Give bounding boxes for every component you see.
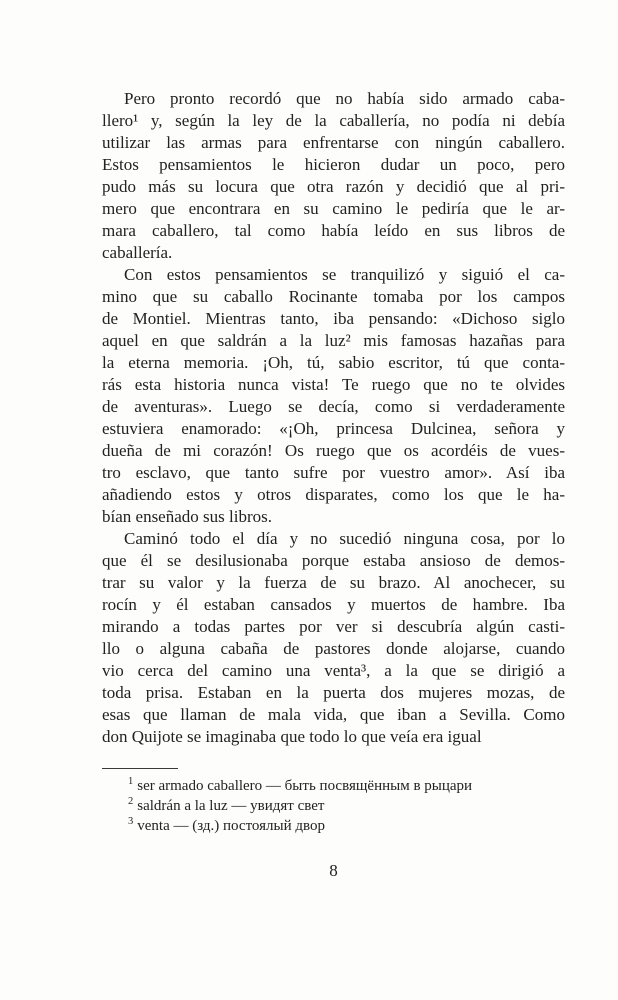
text-line: rás esta historia nunca vista! Te ruego que no te olvides [102, 375, 565, 394]
footnote-marker: 3 [128, 816, 134, 827]
paragraph [102, 528, 565, 748]
text-line: aquel en que saldrán a la luz² mis famosas hazañas para [102, 331, 565, 350]
text-line: llo o alguna cabaña de pastores donde alojarse, cuando [102, 639, 565, 658]
text-line: rocín y él estaban cansados y muertos de hambre. Iba [102, 595, 565, 614]
text-line: bían enseñado sus libros. [102, 507, 272, 526]
paragraph [102, 264, 565, 528]
footnote-marker: 2 [128, 796, 134, 807]
text-line: de aventuras». Luego se decía, como si verdaderamente [102, 397, 565, 416]
body-text [102, 88, 565, 748]
text-line: toda prisa. Estaban en la puerta dos mujeres mozas, de [102, 683, 565, 702]
text-line: que él se desilusionaba porque estaba ansioso de demos- [102, 551, 565, 570]
text-line: caballería. [102, 243, 173, 262]
footnote-divider [102, 768, 178, 769]
text-line: la eterna memoria. ¡Oh, tú, sabio escritor, tú que conta- [102, 353, 565, 372]
text-line: mara caballero, tal como había leído en sus libros de [102, 221, 565, 240]
text-line: tro esclavo, que tanto sufre por vuestro amor». Así iba [102, 463, 565, 482]
footnote [102, 816, 565, 836]
text-line: estuviera enamorado: «¡Oh, princesa Dulcinea, señora y [102, 419, 565, 438]
text-line: llero¹ y, según la ley de la caballería, no podía ni debía [102, 111, 565, 130]
text-line: mino que su caballo Rocinante tomaba por los campos [102, 287, 565, 306]
text-line: Estos pensamientos le hicieron dudar un poco, pero [102, 155, 565, 174]
footnote-text: venta — (зд.) постоялый двор [137, 818, 325, 834]
text-line: trar su valor y la fuerza de su brazo. Al anochecer, su [102, 573, 565, 592]
footnote-marker: 1 [128, 776, 134, 787]
footnote [102, 776, 565, 796]
text-line: utilizar las armas para enfrentarse con ningún caballero. [102, 133, 565, 152]
text-line: esas que llaman de mala vida, que iban a Sevilla. Como [102, 705, 565, 724]
text-line: Con estos pensamientos se tranquilizó y siguió el ca- [124, 265, 565, 284]
footnote [102, 796, 565, 816]
footnote-text: saldrán a la luz — увидят свет [137, 798, 325, 814]
paragraph [102, 88, 565, 264]
text-line: añadiendo estos y otros disparates, como los que le ha- [102, 485, 565, 504]
text-line: pudo más su locura que otra razón y decidió que al pri- [102, 177, 565, 196]
footnote-list [102, 776, 565, 836]
text-line: mero que encontrara en su camino le pediría que le ar- [102, 199, 565, 218]
text-line: Caminó todo el día y no sucedió ninguna cosa, por lo [124, 529, 565, 548]
text-line: mirando a todas partes por ver si descubría algún casti- [102, 617, 565, 636]
footnote-text: ser armado caballero — быть посвящённым в рыцари [137, 778, 473, 794]
text-line: vio cerca del camino una venta³, a la que se dirigió a [102, 661, 565, 680]
text-line: de Montiel. Mientras tanto, iba pensando: «Dichoso siglo [102, 309, 565, 328]
footnotes [102, 768, 565, 836]
text-line: dueña de mi corazón! Os ruego que os acordéis de vues- [102, 441, 565, 460]
page-number: 8 [329, 861, 338, 880]
text-line: don Quijote se imaginaba que todo lo que veía era igual [102, 727, 482, 746]
text-line: Pero pronto recordó que no había sido armado caba- [124, 89, 565, 108]
